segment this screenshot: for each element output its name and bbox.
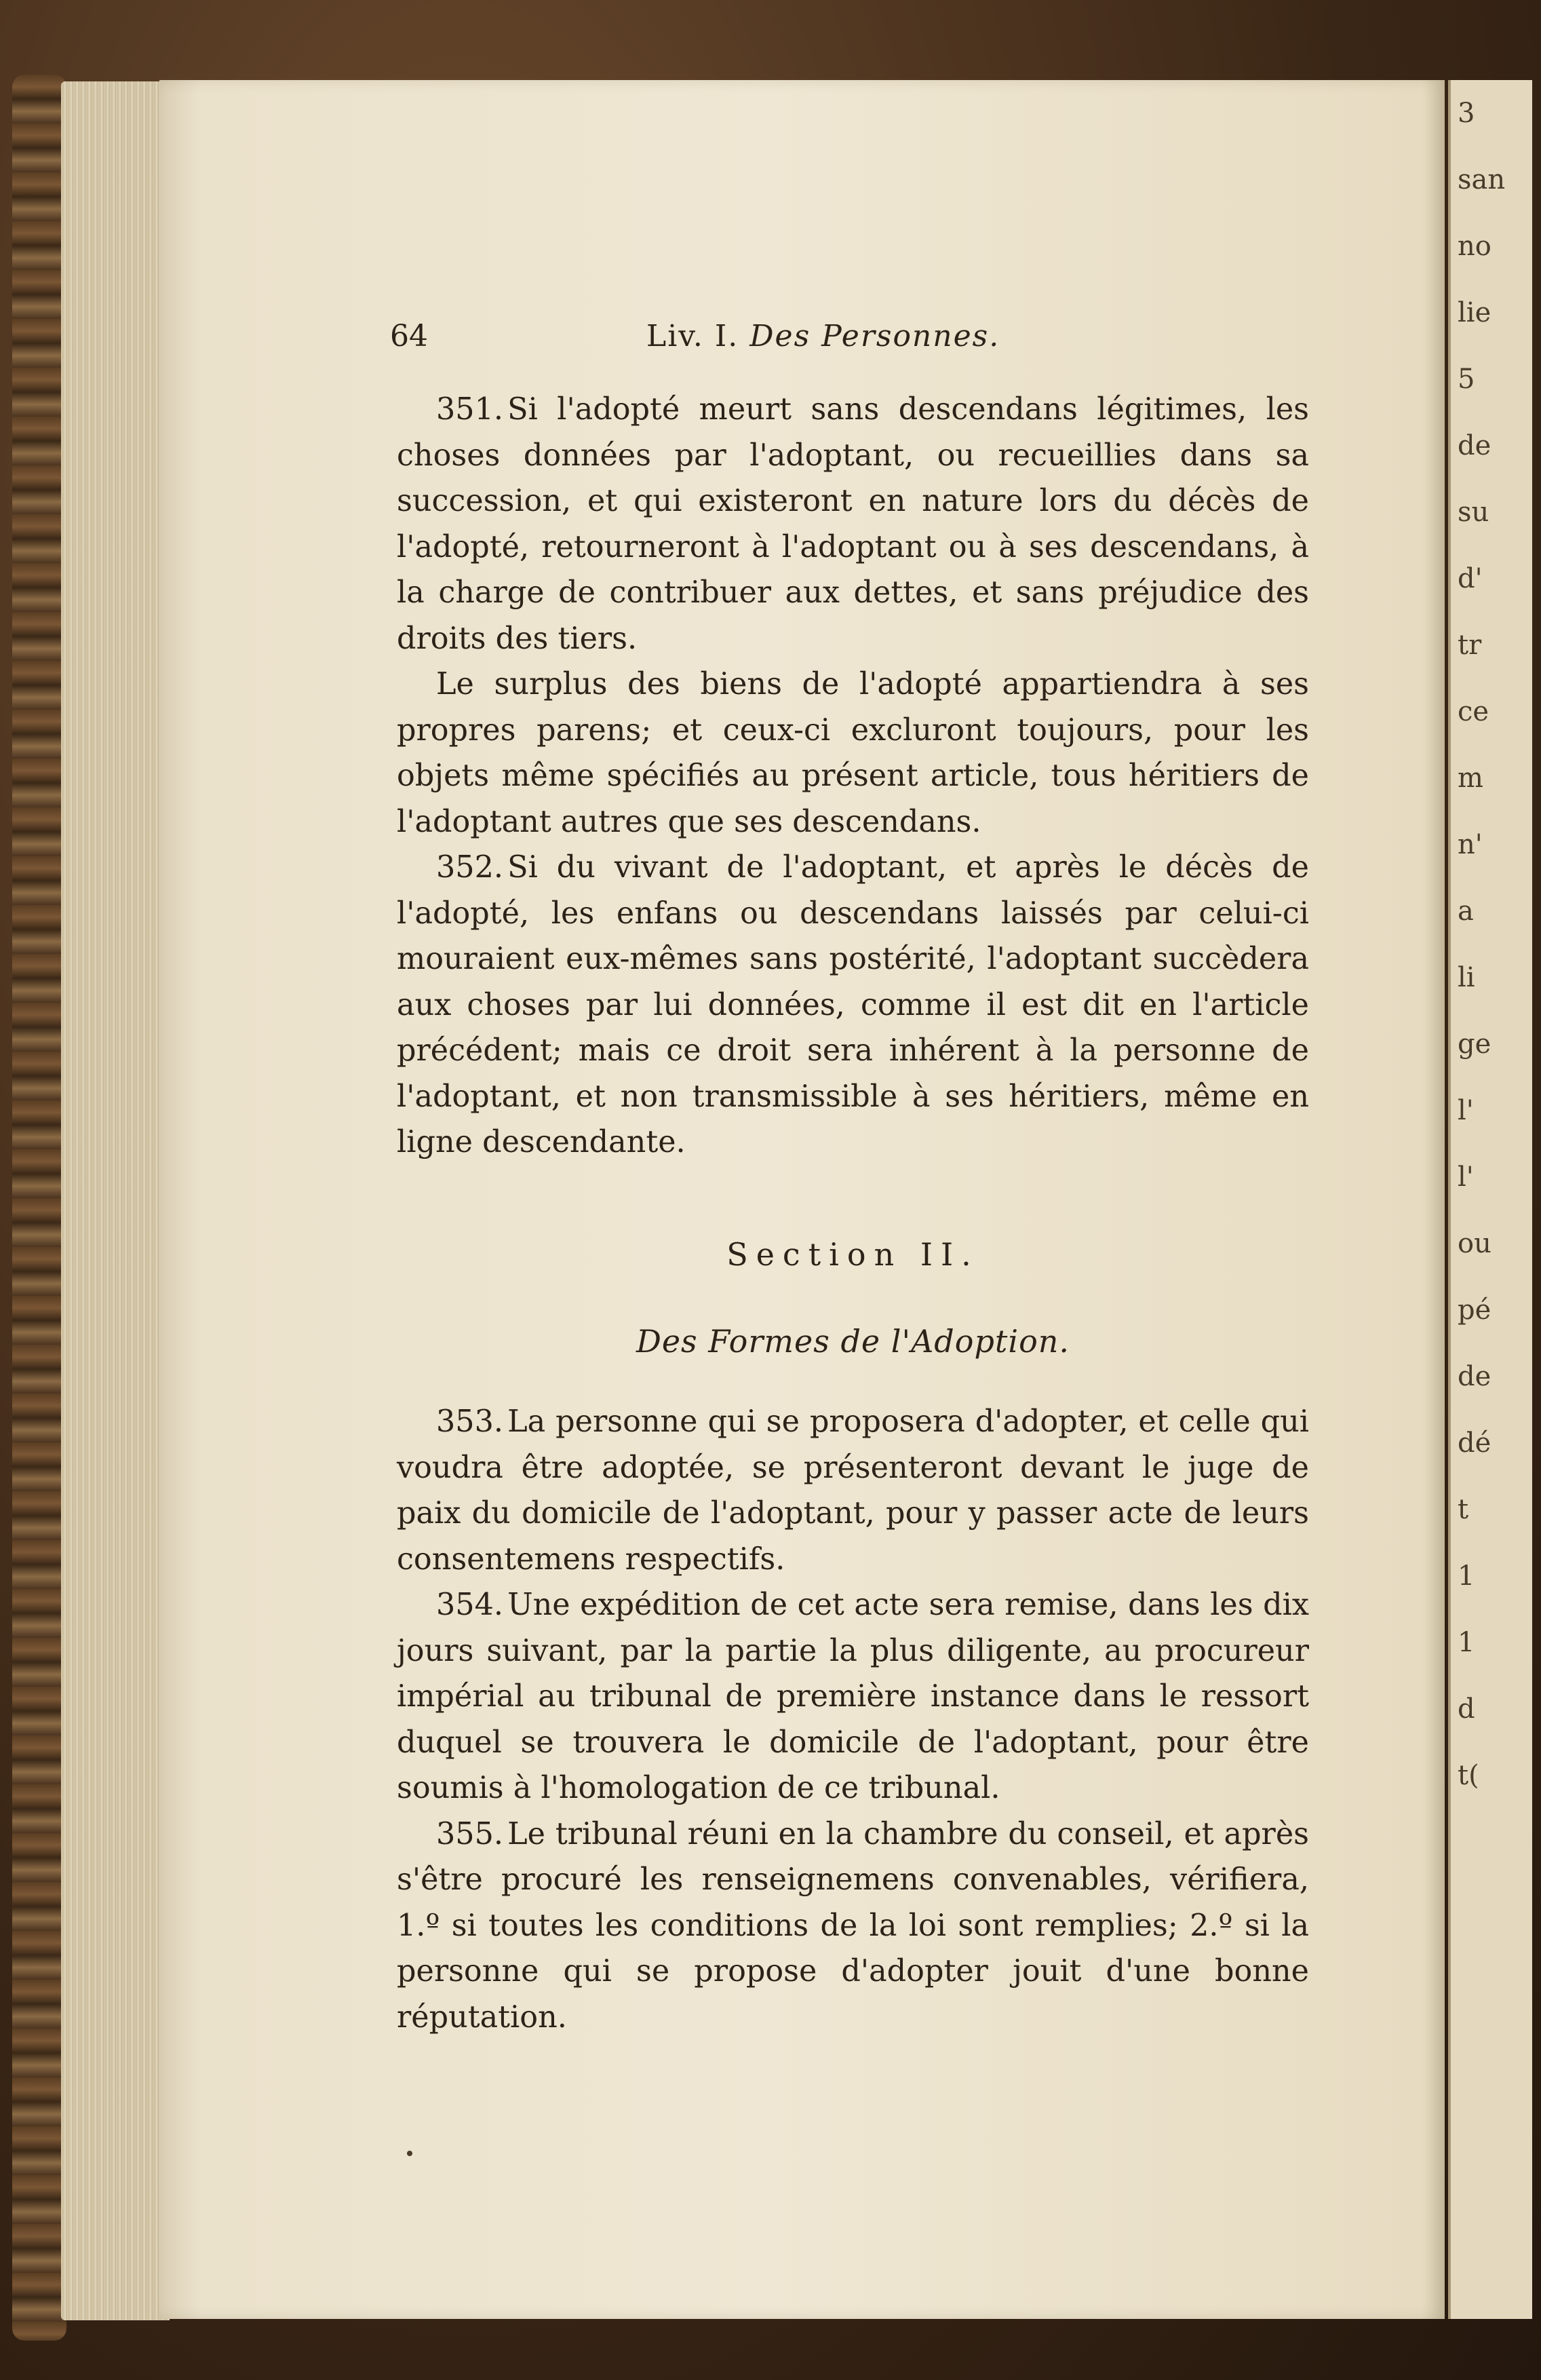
- adjacent-page-text: tr: [1458, 630, 1482, 661]
- adjacent-page-text: 1: [1458, 1627, 1475, 1658]
- adjacent-page-text: pé: [1458, 1294, 1491, 1326]
- articles-bottom: [397, 1399, 1309, 2040]
- page-edges: [61, 81, 170, 2320]
- running-title: [646, 319, 1000, 353]
- adjacent-page-text: ce: [1458, 696, 1489, 727]
- adjacent-page-text: d': [1458, 563, 1483, 594]
- running-title-italic: Des Personnes.: [749, 319, 1000, 353]
- adjacent-page-text: t(: [1458, 1760, 1479, 1791]
- adjacent-page-text: de: [1458, 430, 1491, 461]
- article-text: La personne qui se proposera d'adopter, et celle qui voudra être adoptée, se présenteront devant le juge de paix du domicile de l'adoptant, pour y passer acte de leurs consentemens respectifs.: [397, 1404, 1309, 1577]
- adjacent-page-text: n': [1458, 829, 1483, 860]
- article-number: 355.: [436, 1816, 504, 1851]
- article-text: Une expédition de cet acte sera remise, dans les dix jours suivant, par la partie la plus diligente, au procureur impérial au tribunal de première instance dans le ressort duquel se trouvera le domicile de l'adoptant, pour être soumis à l'homologation de ce tribunal.: [397, 1588, 1309, 1805]
- adjacent-page-text: a: [1458, 896, 1474, 927]
- adjacent-page-text: li: [1458, 962, 1475, 993]
- adjacent-page-text: su: [1458, 497, 1489, 528]
- article-paragraph: [397, 845, 1309, 1166]
- adjacent-page-text: lie: [1458, 297, 1491, 328]
- adjacent-page-text: l': [1458, 1162, 1474, 1193]
- article-paragraph: [397, 1811, 1309, 2041]
- adjacent-page-fragment: [1448, 80, 1532, 2319]
- adjacent-page-text: san: [1458, 164, 1506, 195]
- article-text: Le tribunal réuni en la chambre du conseil, et après s'être procuré les renseignemens convenables, vérifiera, 1.º si toutes les conditions de la loi sont remplies; 2.º si la personne qui se propose d'adopter jouit d'une bonne réputation.: [397, 1816, 1309, 2035]
- article-text: Le surplus des biens de l'adopté appartiendra à ses propres parens; et ceux-ci excluront toujours, pour les objets même spécifiés au présent article, tous héritiers de l'adoptant autres que ses descendans.: [397, 667, 1309, 839]
- article-text: Si l'adopté meurt sans descendans légitimes, les choses données par l'adoptant, ou recueillies dans sa succession, et qui existeront en nature lors du décès de l'adopté, retourneront à l'adoptant ou à ses descendans, à la charge de contribuer aux dettes, et sans préjudice des droits des tiers.: [397, 392, 1309, 656]
- article-number: 353.: [436, 1404, 504, 1439]
- running-head: [390, 319, 1258, 360]
- section-heading: Section II.: [726, 1236, 979, 1273]
- adjacent-page-text: dé: [1458, 1427, 1491, 1459]
- adjacent-page-text: de: [1458, 1361, 1491, 1392]
- running-title-prefix: Liv. I.: [646, 319, 739, 353]
- marbled-cover-edge: [12, 75, 66, 2341]
- article-text: Si du vivant de l'adoptant, et après le décès de l'adopté, les enfans ou descendans laissés par celui-ci mouraient eux-mêmes sans postérité, l'adoptant succèdera aux choses par lui données, comme il est dit en l'article précédent; mais ce droit sera inhérent à la personne de l'adoptant, et non transmissible à ses héritiers, même en ligne descendante.: [397, 850, 1309, 1159]
- ink-dot: [407, 2151, 412, 2156]
- adjacent-page-text: 5: [1458, 364, 1475, 395]
- adjacent-page-text: 1: [1458, 1560, 1475, 1592]
- adjacent-page-text: t: [1458, 1494, 1469, 1525]
- article-number: 354.: [436, 1588, 504, 1622]
- adjacent-page-text: ou: [1458, 1228, 1491, 1259]
- adjacent-page-text: no: [1458, 231, 1491, 262]
- adjacent-page-text: d: [1458, 1693, 1475, 1725]
- article-paragraph: [397, 387, 1309, 661]
- article-paragraph: [397, 1399, 1309, 1582]
- article-paragraph: [397, 1582, 1309, 1811]
- section-subtitle: Des Formes de l'Adoption.: [636, 1323, 1070, 1360]
- article-paragraph: [397, 661, 1309, 845]
- article-number: 352.: [436, 850, 504, 885]
- page-number: 64: [390, 319, 428, 353]
- adjacent-page-text: 3: [1458, 98, 1475, 129]
- adjacent-page-text: m: [1458, 763, 1483, 794]
- adjacent-page-text: l': [1458, 1095, 1474, 1126]
- articles-top: [397, 387, 1309, 1166]
- adjacent-page-text: ge: [1458, 1029, 1491, 1060]
- article-number: 351.: [436, 392, 504, 427]
